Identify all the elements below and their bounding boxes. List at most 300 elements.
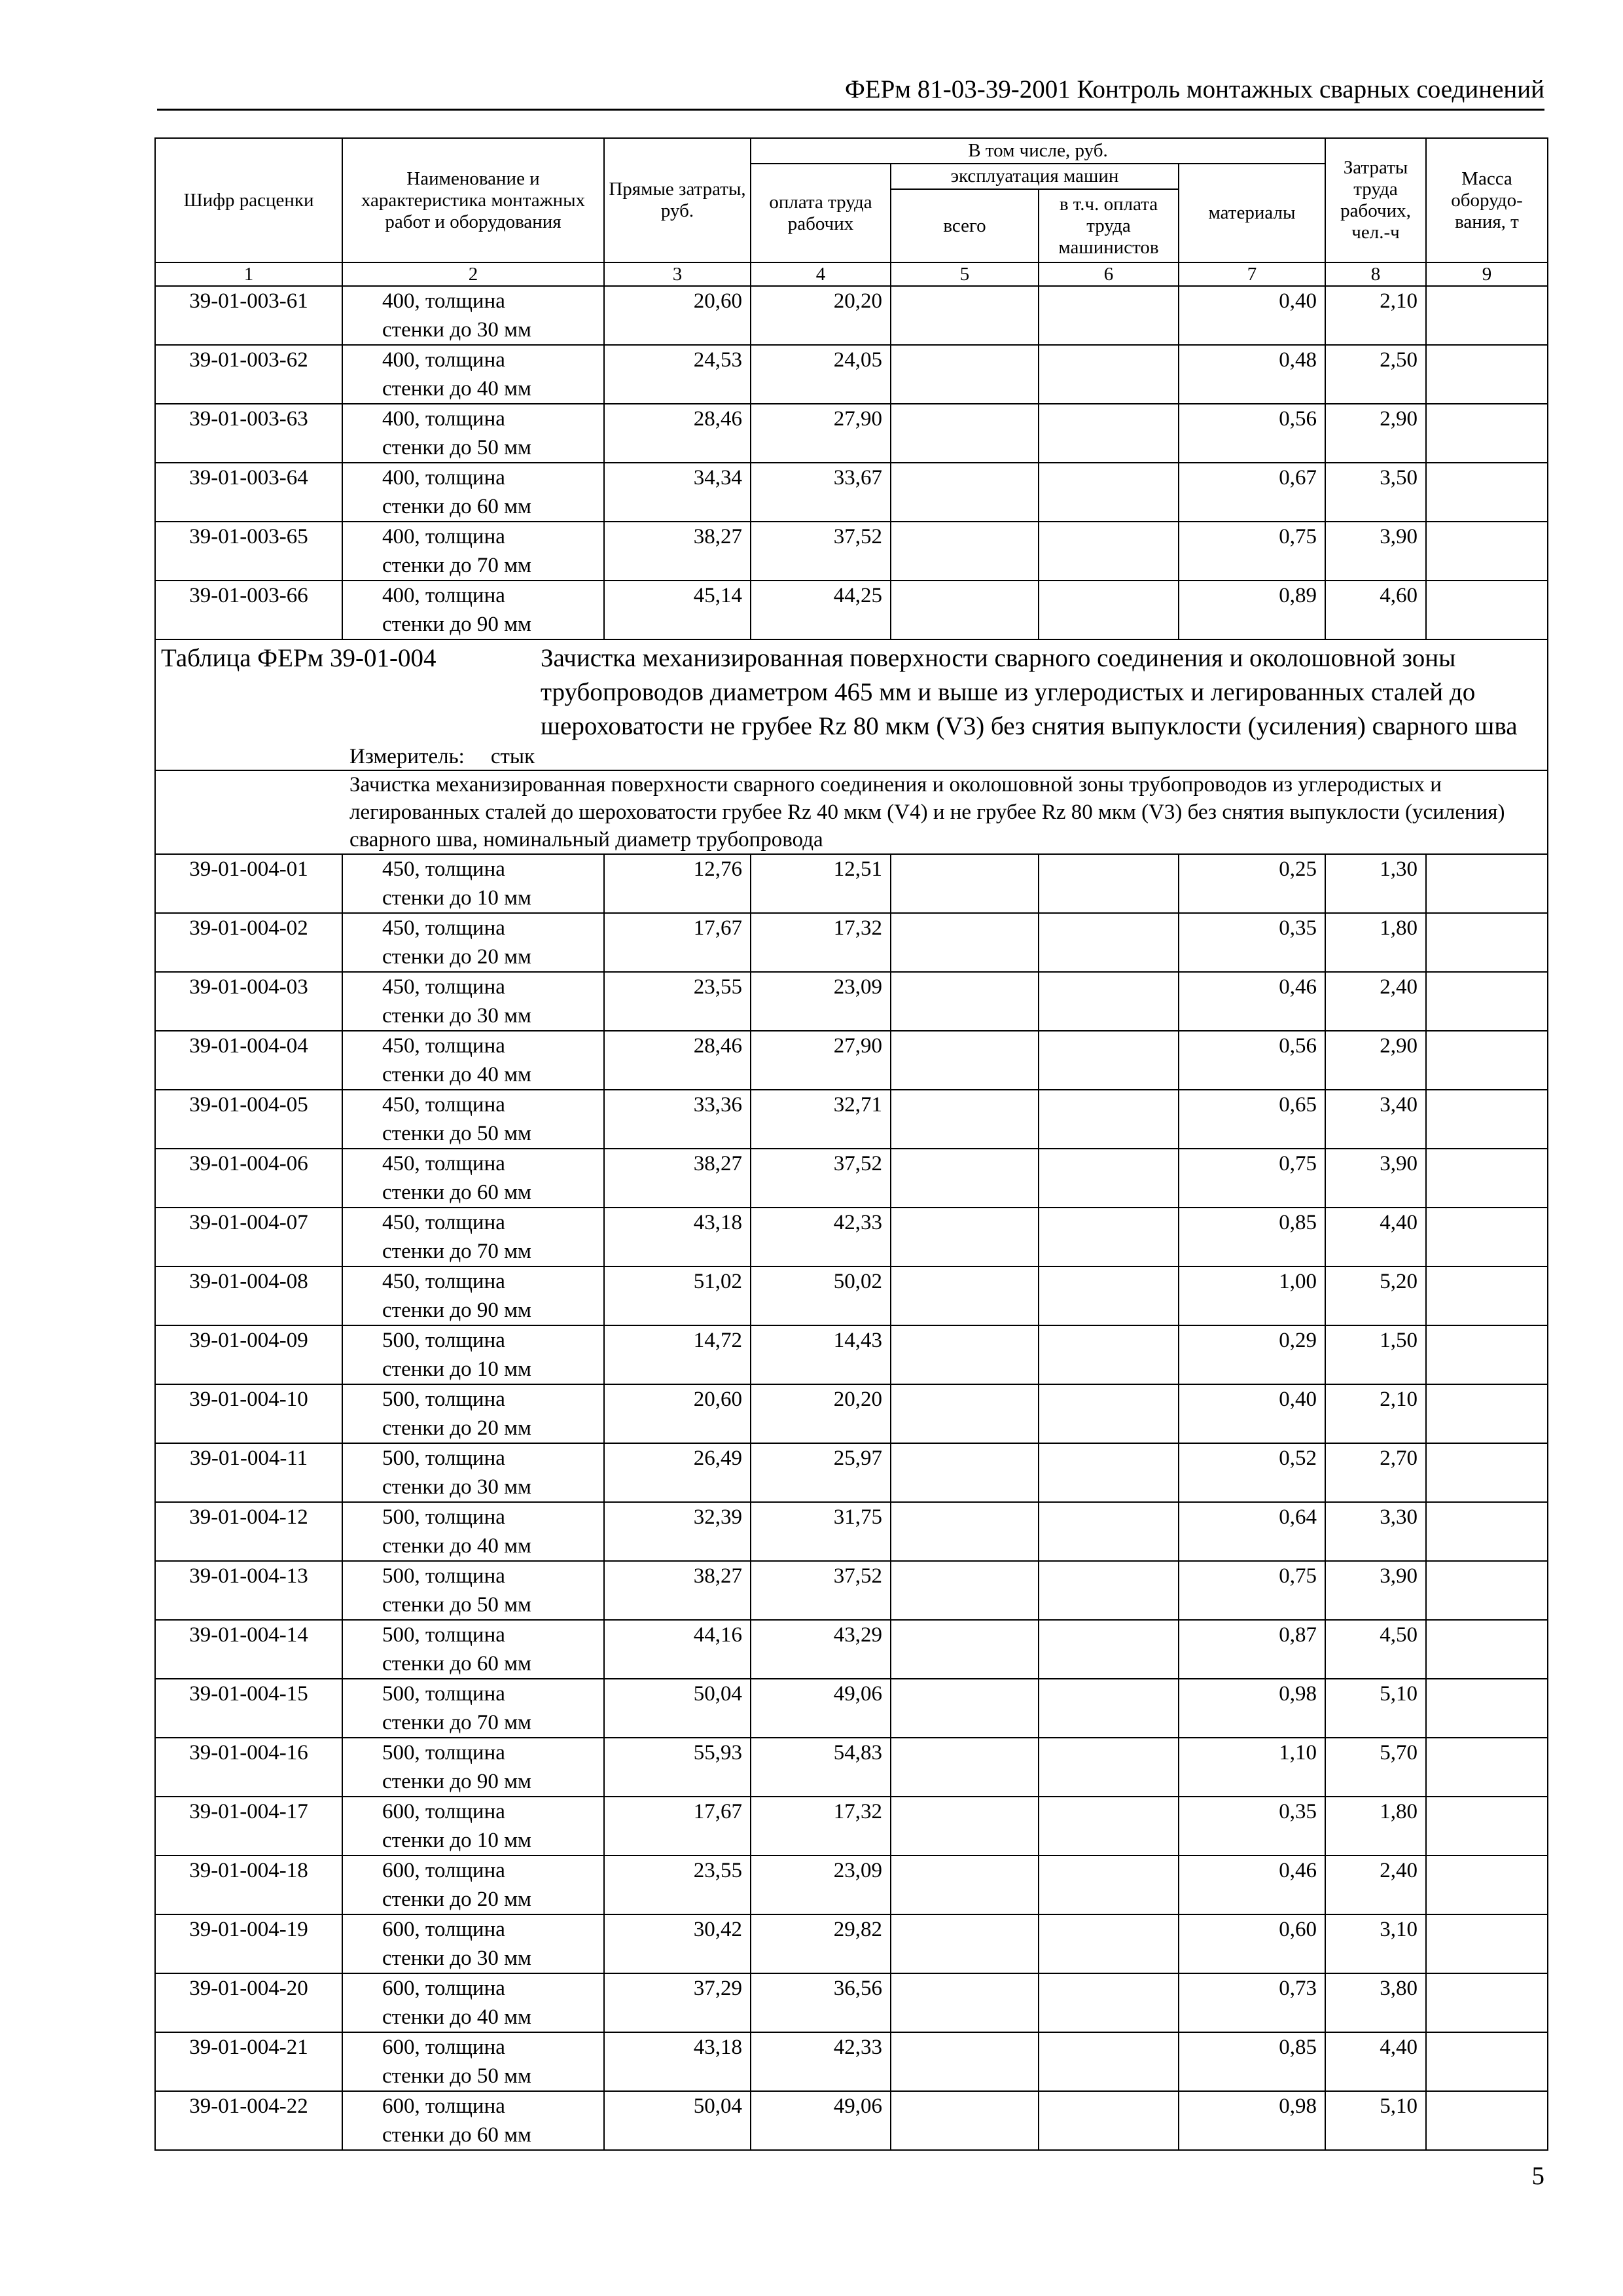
wages: 37,52 (751, 522, 891, 581)
work-name-line2: стенки до 50 мм (382, 1593, 531, 1617)
column-number: 7 (1179, 262, 1325, 286)
machines-total (891, 1679, 1039, 1738)
machinists-wages (1039, 1679, 1179, 1738)
work-name-line1: 450, толщина (382, 1093, 505, 1117)
direct-costs: 26,49 (604, 1443, 751, 1502)
machinists-wages (1039, 463, 1179, 522)
column-number: 9 (1426, 262, 1548, 286)
direct-costs: 37,29 (604, 1973, 751, 2032)
column-number: 1 (155, 262, 342, 286)
rate-code: 39-01-004-13 (155, 1561, 342, 1620)
wages: 24,05 (751, 345, 891, 404)
work-name-line1: 500, толщина (382, 1388, 505, 1411)
machinists-wages (1039, 1561, 1179, 1620)
work-name (342, 2091, 604, 2150)
work-name-line1: 450, толщина (382, 857, 505, 881)
materials: 0,64 (1179, 1502, 1325, 1561)
rate-code: 39-01-003-65 (155, 522, 342, 581)
materials: 0,40 (1179, 286, 1325, 345)
machines-total (891, 972, 1039, 1031)
work-name (342, 522, 604, 581)
machines-total (891, 854, 1039, 913)
labor-costs: 4,40 (1325, 2032, 1426, 2091)
rate-code: 39-01-004-05 (155, 1090, 342, 1149)
work-name-line2: стенки до 40 мм (382, 377, 531, 401)
machinists-wages (1039, 1031, 1179, 1090)
work-name-line2: стенки до 20 мм (382, 945, 531, 969)
wages: 20,20 (751, 286, 891, 345)
machines-total (891, 1561, 1039, 1620)
work-name-line1: 500, толщина (382, 1741, 505, 1765)
labor-costs: 5,10 (1325, 1679, 1426, 1738)
rate-code: 39-01-004-21 (155, 2032, 342, 2091)
work-name (342, 345, 604, 404)
work-name (342, 1031, 604, 1090)
rate-code: 39-01-004-22 (155, 2091, 342, 2150)
work-name (342, 1384, 604, 1443)
work-name-line1: 450, толщина (382, 1211, 505, 1234)
work-name-line2: стенки до 30 мм (382, 1004, 531, 1028)
equipment-mass (1426, 1208, 1548, 1266)
rate-code: 39-01-004-06 (155, 1149, 342, 1208)
work-name (342, 1914, 604, 1973)
work-name-line2: стенки до 50 мм (382, 2064, 531, 2088)
table-row (155, 1502, 1548, 1561)
direct-costs: 51,02 (604, 1266, 751, 1325)
equipment-mass (1426, 1090, 1548, 1149)
machinists-wages (1039, 404, 1179, 463)
direct-costs: 55,93 (604, 1738, 751, 1797)
equipment-mass (1426, 1443, 1548, 1502)
header-rule (157, 109, 1544, 111)
rate-code: 39-01-004-01 (155, 854, 342, 913)
work-name-line2: стенки до 40 мм (382, 1534, 531, 1558)
table-row (155, 1090, 1548, 1149)
machinists-wages (1039, 1973, 1179, 2032)
table-row (155, 1856, 1548, 1914)
machinists-wages (1039, 2091, 1179, 2150)
rate-code: 39-01-004-08 (155, 1266, 342, 1325)
materials: 0,56 (1179, 404, 1325, 463)
labor-costs: 2,50 (1325, 345, 1426, 404)
rate-code: 39-01-003-66 (155, 581, 342, 639)
machinists-wages (1039, 913, 1179, 972)
wages: 27,90 (751, 1031, 891, 1090)
table-row (155, 1973, 1548, 2032)
table-row (155, 1620, 1548, 1679)
wages: 25,97 (751, 1443, 891, 1502)
equipment-mass (1426, 1384, 1548, 1443)
wages: 27,90 (751, 404, 891, 463)
equipment-mass (1426, 1561, 1548, 1620)
work-name-line1: 600, толщина (382, 1918, 505, 1941)
direct-costs: 34,34 (604, 463, 751, 522)
direct-costs: 24,53 (604, 345, 751, 404)
header-direct-costs: Прямые затраты, руб. (604, 138, 751, 262)
wages: 49,06 (751, 2091, 891, 2150)
machines-total (891, 1914, 1039, 1973)
machinists-wages (1039, 581, 1179, 639)
table-row (155, 913, 1548, 972)
rate-code: 39-01-004-04 (155, 1031, 342, 1090)
machinists-wages (1039, 1914, 1179, 1973)
rate-code: 39-01-004-17 (155, 1797, 342, 1856)
table-row (155, 1031, 1548, 1090)
work-name (342, 286, 604, 345)
wages: 43,29 (751, 1620, 891, 1679)
rate-code: 39-01-004-14 (155, 1620, 342, 1679)
work-name-line2: стенки до 10 мм (382, 1357, 531, 1381)
materials: 1,10 (1179, 1738, 1325, 1797)
work-name-line1: 500, толщина (382, 1682, 505, 1706)
direct-costs: 20,60 (604, 1384, 751, 1443)
labor-costs: 2,70 (1325, 1443, 1426, 1502)
page-number: 5 (1531, 2162, 1544, 2190)
machinists-wages (1039, 1620, 1179, 1679)
equipment-mass (1426, 972, 1548, 1031)
machinists-wages (1039, 1149, 1179, 1208)
work-name-line1: 450, толщина (382, 1034, 505, 1058)
labor-costs: 3,30 (1325, 1502, 1426, 1561)
direct-costs: 43,18 (604, 2032, 751, 2091)
labor-costs: 1,80 (1325, 1797, 1426, 1856)
machines-total (891, 522, 1039, 581)
meter-label: Измеритель: (349, 745, 465, 768)
equipment-mass (1426, 345, 1548, 404)
work-name (342, 1443, 604, 1502)
equipment-mass (1426, 581, 1548, 639)
work-name (342, 581, 604, 639)
machines-total (891, 1384, 1039, 1443)
machinists-wages (1039, 522, 1179, 581)
labor-costs: 5,70 (1325, 1738, 1426, 1797)
equipment-mass (1426, 913, 1548, 972)
wages: 12,51 (751, 854, 891, 913)
equipment-mass (1426, 2032, 1548, 2091)
equipment-mass (1426, 404, 1548, 463)
machinists-wages (1039, 1797, 1179, 1856)
rate-code: 39-01-003-62 (155, 345, 342, 404)
direct-costs: 32,39 (604, 1502, 751, 1561)
equipment-mass (1426, 1031, 1548, 1090)
rate-code: 39-01-004-07 (155, 1208, 342, 1266)
direct-costs: 17,67 (604, 913, 751, 972)
machines-total (891, 1149, 1039, 1208)
materials: 1,00 (1179, 1266, 1325, 1325)
work-name (342, 1149, 604, 1208)
work-name (342, 1266, 604, 1325)
work-name (342, 854, 604, 913)
direct-costs: 30,42 (604, 1914, 751, 1973)
work-name (342, 404, 604, 463)
wages: 50,02 (751, 1266, 891, 1325)
direct-costs: 33,36 (604, 1090, 751, 1149)
materials: 0,75 (1179, 1561, 1325, 1620)
wages: 33,67 (751, 463, 891, 522)
work-name-line2: стенки до 90 мм (382, 1299, 531, 1322)
machinists-wages (1039, 854, 1179, 913)
machinists-wages (1039, 1738, 1179, 1797)
header-machinists-wages: в т.ч. оплата труда машинистов (1039, 189, 1179, 262)
machines-total (891, 2032, 1039, 2091)
labor-costs: 3,90 (1325, 1561, 1426, 1620)
materials: 0,46 (1179, 1856, 1325, 1914)
labor-costs: 3,40 (1325, 1090, 1426, 1149)
machinists-wages (1039, 1208, 1179, 1266)
work-name-line2: стенки до 70 мм (382, 1240, 531, 1263)
rate-code: 39-01-004-09 (155, 1325, 342, 1384)
rate-code: 39-01-004-03 (155, 972, 342, 1031)
machines-total (891, 1266, 1039, 1325)
table-row (155, 463, 1548, 522)
table-row (155, 1738, 1548, 1797)
section-title: Зачистка механизированная поверхности сварного соединения и околошовной зоны трубопроводов диаметром 465 мм и выше из углеродистых и легированных сталей до шероховатости не грубее Rz 80 мкм (V3) без снятия выпуклости (усиления) сварного шва (541, 644, 1518, 740)
table-row (155, 1149, 1548, 1208)
equipment-mass (1426, 1502, 1548, 1561)
equipment-mass (1426, 1266, 1548, 1325)
work-name-line2: стенки до 70 мм (382, 554, 531, 577)
table-row (155, 1384, 1548, 1443)
work-name (342, 1679, 604, 1738)
materials: 0,60 (1179, 1914, 1325, 1973)
rate-code: 39-01-003-63 (155, 404, 342, 463)
work-name-line2: стенки до 90 мм (382, 613, 531, 636)
materials: 0,89 (1179, 581, 1325, 639)
direct-costs: 43,18 (604, 1208, 751, 1266)
machinists-wages (1039, 1443, 1179, 1502)
table-row (155, 1679, 1548, 1738)
labor-costs: 4,40 (1325, 1208, 1426, 1266)
rate-code: 39-01-004-19 (155, 1914, 342, 1973)
column-number: 2 (342, 262, 604, 286)
work-name (342, 1208, 604, 1266)
direct-costs: 28,46 (604, 1031, 751, 1090)
materials: 0,75 (1179, 1149, 1325, 1208)
materials: 0,75 (1179, 522, 1325, 581)
work-name-line1: 400, толщина (382, 348, 505, 372)
work-name-line1: 600, толщина (382, 1859, 505, 1882)
rate-code: 39-01-003-64 (155, 463, 342, 522)
table-row (155, 286, 1548, 345)
equipment-mass (1426, 1914, 1548, 1973)
machines-total (891, 913, 1039, 972)
column-number: 5 (891, 262, 1039, 286)
machines-total (891, 1090, 1039, 1149)
machines-total (891, 1856, 1039, 1914)
materials: 0,98 (1179, 1679, 1325, 1738)
work-name (342, 1090, 604, 1149)
materials: 0,85 (1179, 2032, 1325, 2091)
work-name-line2: стенки до 30 мм (382, 1946, 531, 1970)
header-materials: материалы (1179, 164, 1325, 262)
equipment-mass (1426, 1738, 1548, 1797)
direct-costs: 17,67 (604, 1797, 751, 1856)
labor-costs: 2,40 (1325, 1856, 1426, 1914)
work-name (342, 2032, 604, 2091)
work-name-line1: 450, толщина (382, 1152, 505, 1175)
equipment-mass (1426, 1325, 1548, 1384)
machinists-wages (1039, 1266, 1179, 1325)
wages: 32,71 (751, 1090, 891, 1149)
work-name-line2: стенки до 60 мм (382, 2123, 531, 2147)
work-name (342, 1561, 604, 1620)
table-row (155, 1561, 1548, 1620)
machines-total (891, 1738, 1039, 1797)
materials: 0,46 (1179, 972, 1325, 1031)
materials: 0,67 (1179, 463, 1325, 522)
work-name-line2: стенки до 50 мм (382, 436, 531, 459)
machines-total (891, 1208, 1039, 1266)
work-name-line1: 400, толщина (382, 466, 505, 490)
direct-costs: 50,04 (604, 1679, 751, 1738)
labor-costs: 4,60 (1325, 581, 1426, 639)
section-title-row (155, 639, 1548, 744)
wages: 31,75 (751, 1502, 891, 1561)
table-header (155, 138, 1548, 286)
work-name (342, 972, 604, 1031)
machines-total (891, 1620, 1039, 1679)
equipment-mass (1426, 1679, 1548, 1738)
materials: 0,52 (1179, 1443, 1325, 1502)
column-number: 8 (1325, 262, 1426, 286)
rate-code: 39-01-004-11 (155, 1443, 342, 1502)
labor-costs: 3,10 (1325, 1914, 1426, 1973)
machinists-wages (1039, 2032, 1179, 2091)
work-name-line1: 600, толщина (382, 1977, 505, 2000)
machines-total (891, 1502, 1039, 1561)
header-name: Наименование и характеристика монтажных работ и оборудования (342, 138, 604, 262)
machines-total (891, 1973, 1039, 2032)
machines-total (891, 1443, 1039, 1502)
direct-costs: 38,27 (604, 1149, 751, 1208)
header-wages: оплата труда рабочих (751, 164, 891, 262)
wages: 37,52 (751, 1149, 891, 1208)
work-name (342, 1502, 604, 1561)
materials: 0,35 (1179, 1797, 1325, 1856)
materials: 0,87 (1179, 1620, 1325, 1679)
work-name-line2: стенки до 60 мм (382, 495, 531, 518)
direct-costs: 12,76 (604, 854, 751, 913)
section-description: Зачистка механизированная поверхности сварного соединения и околошовной зоны трубопроводов из углеродистых и легированных сталей до шероховатости грубее Rz 40 мкм (V4) и не грубее Rz 80 мкм (V3) без снятия выпуклости (усиления) сварного шва, номинальный диаметр трубопровода (155, 770, 1548, 854)
work-name (342, 1620, 604, 1679)
materials: 0,35 (1179, 913, 1325, 972)
machinists-wages (1039, 972, 1179, 1031)
table-row (155, 2091, 1548, 2150)
work-name-line2: стенки до 60 мм (382, 1652, 531, 1676)
materials: 0,65 (1179, 1090, 1325, 1149)
wages: 14,43 (751, 1325, 891, 1384)
labor-costs: 3,90 (1325, 522, 1426, 581)
labor-costs: 2,90 (1325, 1031, 1426, 1090)
work-name-line1: 450, толщина (382, 975, 505, 999)
labor-costs: 3,80 (1325, 1973, 1426, 2032)
equipment-mass (1426, 2091, 1548, 2150)
rate-code: 39-01-004-18 (155, 1856, 342, 1914)
table-row (155, 1914, 1548, 1973)
header-code: Шифр расценки (155, 138, 342, 262)
work-name (342, 913, 604, 972)
equipment-mass (1426, 1620, 1548, 1679)
labor-costs: 3,90 (1325, 1149, 1426, 1208)
machinists-wages (1039, 286, 1179, 345)
work-name-line1: 500, толщина (382, 1446, 505, 1470)
direct-costs: 14,72 (604, 1325, 751, 1384)
work-name (342, 463, 604, 522)
wages: 36,56 (751, 1973, 891, 2032)
table-row (155, 581, 1548, 639)
labor-costs: 2,90 (1325, 404, 1426, 463)
equipment-mass (1426, 1149, 1548, 1208)
machinists-wages (1039, 1384, 1179, 1443)
work-name-line2: стенки до 10 мм (382, 886, 531, 910)
wages: 23,09 (751, 972, 891, 1031)
wages: 23,09 (751, 1856, 891, 1914)
work-name-line2: стенки до 40 мм (382, 1063, 531, 1086)
rate-code: 39-01-003-61 (155, 286, 342, 345)
work-name-line2: стенки до 10 мм (382, 1829, 531, 1852)
machines-total (891, 1031, 1039, 1090)
materials: 0,25 (1179, 854, 1325, 913)
header-machines-total: всего (891, 189, 1039, 262)
table-row (155, 854, 1548, 913)
materials: 0,73 (1179, 1973, 1325, 2032)
labor-costs: 2,10 (1325, 286, 1426, 345)
wages: 49,06 (751, 1679, 891, 1738)
labor-costs: 5,10 (1325, 2091, 1426, 2150)
direct-costs: 44,16 (604, 1620, 751, 1679)
labor-costs: 3,50 (1325, 463, 1426, 522)
work-name-line2: стенки до 90 мм (382, 1770, 531, 1793)
wages: 42,33 (751, 1208, 891, 1266)
section-description-row (155, 770, 1548, 854)
machines-total (891, 1325, 1039, 1384)
direct-costs: 45,14 (604, 581, 751, 639)
work-name-line1: 500, толщина (382, 1329, 505, 1352)
work-name (342, 1325, 604, 1384)
equipment-mass (1426, 1973, 1548, 2032)
work-name-line1: 500, толщина (382, 1564, 505, 1588)
work-name-line2: стенки до 30 мм (382, 318, 531, 342)
work-name (342, 1856, 604, 1914)
direct-costs: 50,04 (604, 2091, 751, 2150)
labor-costs: 4,50 (1325, 1620, 1426, 1679)
work-name (342, 1738, 604, 1797)
work-name-line1: 400, толщина (382, 584, 505, 607)
work-name (342, 1797, 604, 1856)
rate-code: 39-01-004-16 (155, 1738, 342, 1797)
wages: 17,32 (751, 913, 891, 972)
table-row (155, 345, 1548, 404)
materials: 0,29 (1179, 1325, 1325, 1384)
work-name-line2: стенки до 40 мм (382, 2005, 531, 2029)
labor-costs: 1,30 (1325, 854, 1426, 913)
machines-total (891, 286, 1039, 345)
table-row (155, 2032, 1548, 2091)
work-name-line2: стенки до 30 мм (382, 1475, 531, 1499)
machinists-wages (1039, 345, 1179, 404)
header-including: В том числе, руб. (751, 138, 1325, 164)
rows-before (155, 286, 1548, 639)
direct-costs: 38,27 (604, 522, 751, 581)
work-name-line1: 600, толщина (382, 2094, 505, 2118)
work-name-line2: стенки до 20 мм (382, 1888, 531, 1911)
work-name-line2: стенки до 50 мм (382, 1122, 531, 1145)
work-name (342, 1973, 604, 2032)
machines-total (891, 2091, 1039, 2150)
equipment-mass (1426, 522, 1548, 581)
column-number: 3 (604, 262, 751, 286)
direct-costs: 23,55 (604, 1856, 751, 1914)
